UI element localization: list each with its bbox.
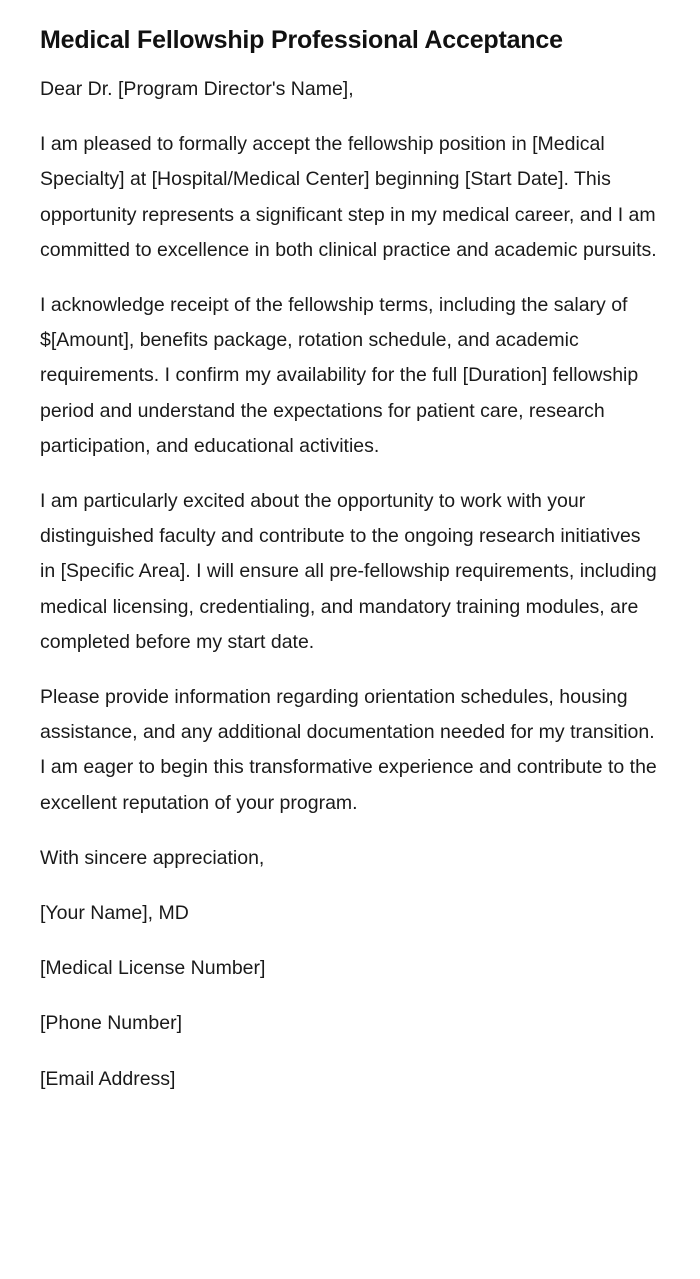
letter-title: Medical Fellowship Professional Acceptance: [40, 26, 563, 54]
salutation: Dear Dr. [Program Director's Name],: [40, 78, 354, 100]
signature-name: [Your Name], MD: [40, 902, 189, 925]
body-paragraph-4: Please provide information regarding orientation schedules, housing assistance, and any additional documentation needed for my transition. I am eager to begin this transformative experience and contribute to the excellent reputation of your program.: [40, 686, 657, 814]
signature-email: [Email Address]: [40, 1067, 176, 1090]
body-paragraph-3: I am particularly excited about the opportunity to work with your distinguished faculty and contribute to the ongoing research initiatives in [Specific Area]. I will ensure all pre-fellowship requirements, including medical licensing, credentialing, and mandatory training modules, are completed before my start date.: [40, 490, 657, 653]
body-paragraph-2: I acknowledge receipt of the fellowship terms, including the salary of $[Amount], benefits package, rotation schedule, and academic requirements. I confirm my availability for the full [Duration] fellowship period and understand the expectations for patient care, research participation, and educational activities.: [40, 294, 639, 457]
body-paragraph-1: I am pleased to formally accept the fellowship position in [Medical Specialty] at [Hospital/Medical Center] beginning [Start Date]. This opportunity represents a significant step in my medical career, and I am committed to excellence in both clinical practice and academic pursuits.: [40, 133, 657, 261]
closing: With sincere appreciation,: [40, 846, 265, 869]
signature-phone: [Phone Number]: [40, 1012, 182, 1035]
signature-license: [Medical License Number]: [40, 957, 266, 980]
